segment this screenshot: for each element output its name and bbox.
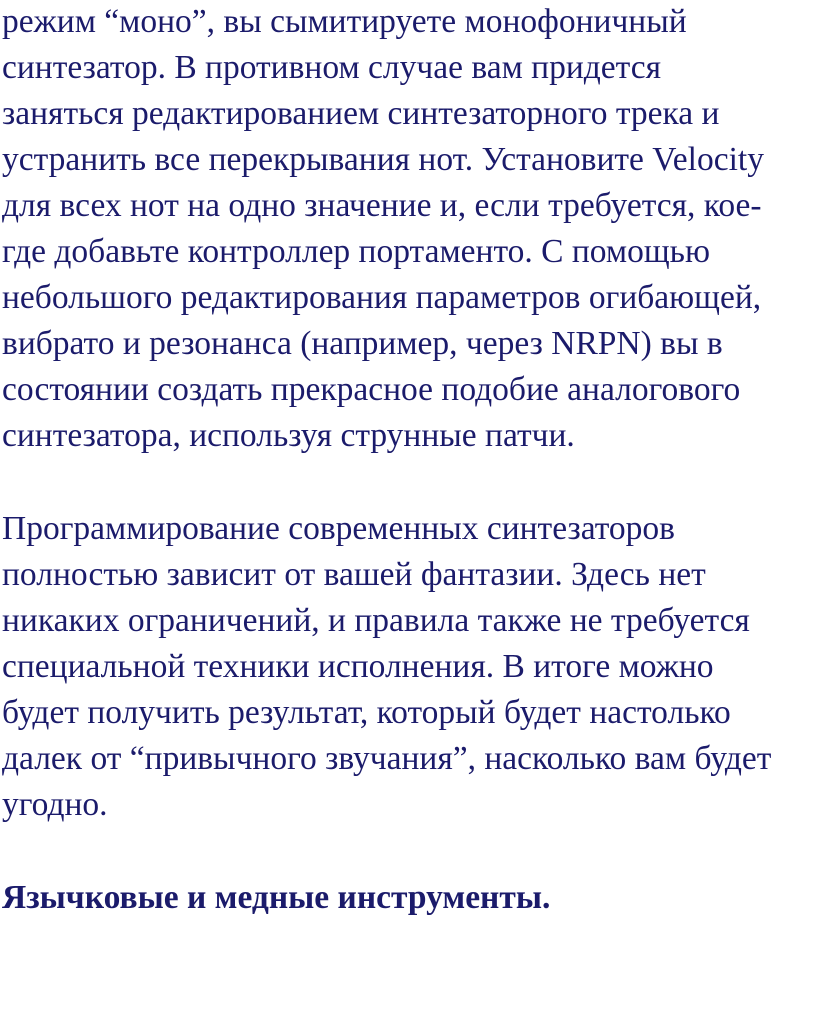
text-line: Программирование современных синтезаторов bbox=[2, 510, 675, 547]
text-line: где добавьте контроллер портаменто. С помощью bbox=[2, 233, 710, 270]
text-line: угодно. bbox=[2, 786, 108, 823]
section-heading: Язычковые и медные инструменты. bbox=[2, 879, 551, 916]
text-line: вибрато и резонанса (например, через NRPN) вы в bbox=[2, 325, 723, 362]
text-line: синтезатор. В противном случае вам придется bbox=[2, 49, 661, 86]
text-line: режим “моно”, вы сымитируете монофоничный bbox=[2, 3, 687, 40]
text-line: заняться редактированием синтезаторного трека и bbox=[2, 95, 720, 132]
text-line: состоянии создать прекрасное подобие аналогового bbox=[2, 371, 741, 408]
text-line: для всех нот на одно значение и, если требуется, кое- bbox=[2, 187, 762, 224]
text-line: синтезатора, используя струнные патчи. bbox=[2, 417, 575, 454]
text-line: будет получить результат, который будет настолько bbox=[2, 694, 731, 731]
text-line: полностью зависит от вашей фантазии. Здесь нет bbox=[2, 556, 706, 593]
text-line: специальной техники исполнения. В итоге можно bbox=[2, 648, 714, 685]
text-line: устранить все перекрывания нот. Установите Velocity bbox=[2, 141, 764, 178]
text-line: никаких ограничений, и правила также не требуется bbox=[2, 602, 750, 639]
text-line: небольшого редактирования параметров огибающей, bbox=[2, 279, 762, 316]
text-line: далек от “привычного звучания”, насколько вам будет bbox=[2, 740, 772, 777]
